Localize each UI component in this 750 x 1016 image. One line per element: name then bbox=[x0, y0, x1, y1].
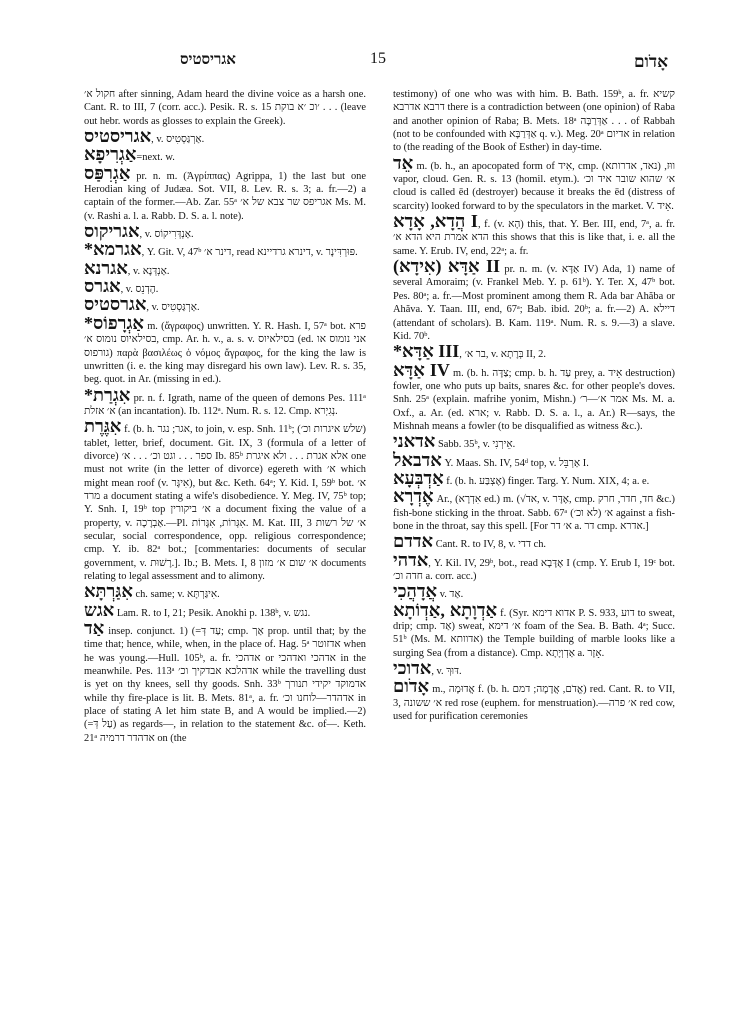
entry-headword: אדוכי bbox=[393, 658, 432, 679]
entry-definition: v. אַד. bbox=[437, 589, 464, 601]
entry-definition: , f. (v. הָא) this, that. Y. Ber. III, end, 7ᵃ, a. fr. הדא אמרת היא הדא א׳ this shows that this is like that, i. e. all the same. Y. Erub. IV, end, 22ᵃ; a. fr. bbox=[393, 219, 675, 257]
dictionary-entry bbox=[84, 257, 366, 278]
entry-headword: אגרס bbox=[84, 276, 121, 297]
dictionary-entry bbox=[84, 312, 366, 387]
dictionary-entry bbox=[84, 583, 366, 601]
entry-definition: , v. דּוּךְ. bbox=[431, 666, 462, 678]
entry-definition: m., אֲדוּמָה f. (b. h. אֱדֹם, אֲדָמָה; דמם) red. Cant. R. to VII, 3, א׳ ששונה red rose (euphem. for menstruation).—א׳ פרה red cow, used for purification ceremonies bbox=[393, 684, 675, 723]
entry-definition: =next. w. bbox=[136, 152, 175, 164]
entry-headword: אֲדָהֲכִי bbox=[393, 581, 438, 602]
entry-headword: אדדם bbox=[393, 531, 434, 552]
entry-definition: , v. אַרְגַּסְטִיס. bbox=[151, 134, 205, 146]
entry-headword: אִגַּרְתָּא bbox=[84, 581, 133, 602]
entry-definition: ch. same; v. אִיגַּרְתָּא. bbox=[132, 589, 220, 601]
dictionary-entry bbox=[393, 467, 675, 488]
entry-definition: חקול א׳ after sinning, Adam heard the divine voice as a harsh one. Cant. R. to III, 7 (corr. acc.). Pesik. R. s. 15 ׳וכ ׳א בוקת . . . (leave out hebr. words as glosses to explain the Greek). bbox=[84, 89, 366, 127]
entry-headword: הֲדָא, אָדָא I bbox=[393, 211, 478, 232]
dictionary-entry bbox=[393, 599, 675, 660]
entry-headword: (אִידָא) אַדָּא II bbox=[393, 256, 500, 277]
dictionary-entry bbox=[393, 213, 675, 258]
entry-definition: f. (b. h. אֶצְבַּע) finger. Targ. Y. Num. XIX, 4; a. e. bbox=[443, 475, 650, 487]
entry-headword: אַדְבְּעָא bbox=[393, 467, 444, 488]
entry-definition: , Y. Git. V, 47ᵇ דינר א׳, read דינרא גרדיינא, v. פּוּרְדִּינָר. bbox=[141, 247, 358, 259]
dictionary-entry bbox=[393, 660, 675, 678]
entry-headword: אגריסטיס bbox=[84, 126, 152, 147]
entry-definition: , בר א׳, v. בְּרָתָא II, 2. bbox=[459, 349, 546, 361]
entry-definition: Lam. R. to I, 21; Pesik. Anokhi p. 138ᵇ, v. נגש. bbox=[114, 607, 311, 619]
entry-headword: *אגרמא bbox=[84, 239, 142, 260]
entry-headword: אגריקוס bbox=[84, 221, 140, 242]
running-head-left: אגריסטיס bbox=[180, 52, 236, 68]
entry-headword: אַגְרִפַּס bbox=[84, 162, 131, 183]
dictionary-entry bbox=[84, 384, 366, 419]
dictionary-entry bbox=[393, 678, 675, 723]
entry-definition: pr. n. m. (Ἀγρίππας) Agrippa, 1) the last but one Herodian king of Judæa. Sot. VII, 8. Lev. R. s. 3; a. fr.—2) a captain of the former.—Ab. Zar. 55ᵃ אגריפס שר צבא של א׳ Ms. M. (v. Rashi a. l. a. Rabb. D. S. a. l. note). bbox=[84, 170, 366, 222]
entry-headword: אגש bbox=[84, 599, 115, 620]
entry-headword: אָדֹום bbox=[393, 676, 430, 697]
entry-headword: אֶדְרָא bbox=[393, 486, 434, 507]
dictionary-entry bbox=[393, 258, 675, 343]
left-column bbox=[84, 88, 366, 1006]
entry-headword: אַדְוָתָא ,אַדְוֹתָא bbox=[393, 599, 498, 620]
dictionary-entry bbox=[393, 533, 675, 551]
dictionary-entry bbox=[393, 88, 675, 155]
entry-definition: Sabb. 35ᵇ, v. אֵירְנִי. bbox=[435, 439, 516, 451]
entry-headword: *אַגְרָפוֹס bbox=[84, 312, 144, 333]
dictionary-entry bbox=[393, 549, 675, 584]
entry-definition: , v. אַנְדְּנָא. bbox=[127, 265, 170, 277]
dictionary-entry bbox=[393, 152, 675, 213]
entry-headword: אַגְרִיפָא bbox=[84, 144, 137, 165]
entry-headword: אדהי bbox=[393, 549, 429, 570]
entry-headword: אדבאל bbox=[393, 449, 442, 470]
dictionary-entry bbox=[84, 88, 366, 128]
dictionary-entry bbox=[393, 488, 675, 533]
entry-headword: אִגֶּרֶת bbox=[84, 416, 122, 437]
entry-definition: , v. אַרְגַּסְטִיס. bbox=[146, 302, 200, 314]
entry-definition: , Y. Kil. IV, 29ᵇ, bot., read אֶדָּבָא I (cmp. Y. Erub I, 19ᶜ bot. חדה וכ׳ a. corr. acc.) bbox=[393, 557, 675, 582]
entry-headword: אֵד bbox=[393, 152, 414, 173]
dictionary-entry bbox=[84, 620, 366, 745]
entry-definition: m. (b. h., an apocopated form of אִיד, cmp. ווּז, (נאד, אדרותא) vapor, cloud. Gen. R. s. 13 (homil. etym.). א׳ שהוא שובר איד וכ׳ cloud is called ēd (destroyer) because it breaks the ēd (distress of scarcity) looked forward to by the speculators in the market. V. אֵיד. bbox=[393, 160, 675, 212]
entry-definition: f. (Syr. אדוא דימא P. S. 933, דוע to sweat, drip; cmp. אַד) sweat, א׳ דימא foam of the Sea. B. Bath. 4ᵃ; Succ. 51ᵇ (Ms. M. אדוותא) the Temple building of marble looks like a surging Sea (from a distance). Cmp. אַדְוְיָתָא a. אָזָר. bbox=[393, 607, 675, 659]
entry-headword: אדאני bbox=[393, 431, 436, 452]
entry-headword: אַדָּא IV bbox=[393, 359, 450, 380]
entry-headword: אַד bbox=[84, 618, 105, 639]
dictionary-entry bbox=[393, 359, 675, 434]
entry-definition: Cant. R. to IV, 8, v. דדי ch. bbox=[433, 539, 547, 551]
entry-definition: Y. Maas. Sh. IV, 54ᵈ top, v. אַרְבֵּל I. bbox=[441, 457, 589, 469]
running-head-right: אָדֹום bbox=[633, 52, 668, 71]
entry-headword: אגרנא bbox=[84, 257, 128, 278]
dictionary-entry bbox=[84, 599, 366, 620]
entry-definition: , v. אַנְדְּרִיקוֹס. bbox=[139, 229, 194, 241]
entry-headword: *אִגְרַת bbox=[84, 384, 131, 405]
page-header bbox=[88, 52, 668, 76]
entry-definition: , v. הֶדְנֵס. bbox=[120, 284, 159, 296]
entry-definition: testimony) of one who was with him. B. Bath. 159ᵇ, a. fr. קשיא דרבא אדרבא there is a contradiction between (one opinion) of Raba and another opinion of Raba; B. Mets. 18ᵃ אַדְּרַבָּה . . . of Rabbah (not to be confounded with אַדְּרַבָּא q. v.). Meg. 20ᵃ אדיום in relation to (the reading of the Book of Esther) in day-time. bbox=[393, 89, 675, 154]
entry-definition: pr. n. m. (v. אַדָּא IV) Ada, 1) name of several Amoraim; (v. Frankel Meb. Y. p. 61ᵇ). Y. Ter. X, 47ᵇ bot. Pes. 80ᵃ; a. fr.—Most prominent among them R. Ada bar Ahăba or Ahăva. Y. Taan. III, end, 67ᵃ; Bab. ibid. 20ᵇ; a. fr.—2) A. דיילא (attendant of scholars). B. Kam. 119ᵃ. Num. R. s. 9.—3) a slave. Kid. 70ᵇ. bbox=[393, 264, 675, 342]
right-column bbox=[393, 88, 675, 1006]
page-number: 15 bbox=[370, 50, 386, 67]
entry-definition: pr. n. f. Igrath, name of the queen of demons Pes. 111ᵃ א׳ אזלת (an incantation). Ib. 112ᵃ. Num. R. s. 12. Cmp. נְגִיְרא. bbox=[84, 392, 366, 417]
entry-definition: m. (ἄγραφος) unwritten. Y. R. Hash. I, 57ᵃ bot. פרא בסילאיוס נומוס א׳, cmp. Ar. h. v., a. s. v. בסילאיוס (ed. אני נומוס או גורפוס) παρὰ βασιλέως ὁ νόμος ἄγραφος, for the king the law is unwritten (i. e. the king may disregard his own law). Lev. R. s. 35, beg. quot. in Ar. (missing in ed.). bbox=[84, 320, 366, 386]
entry-headword: אגרסטיס bbox=[84, 294, 147, 315]
entry-definition: m. (b. h. צַדָּה; cmp. b. h. עַד prey, a. אֵיד destruction) fowler, one who puts up baits, snares &c. for other people's doves. Snh. 25ᵃ (explain. mafrihe yonim, Mishn.) אמר א׳—ר׳ Ms. M. a. Oxf., a. Ar. (ed. ארא; v. Rabb. D. S. a. l., a. Ar.) R—says, the Mishnah means a fowler (to be disqualified as witness &c.). bbox=[393, 367, 675, 432]
dictionary-entry bbox=[84, 418, 366, 583]
entry-definition: insep. conjunct. 1) (=עַד דְּ; cmp. אַך prop. until that; by the time that; hence, while, when, in the place of. Hag. 5ᵃ אדזוטר when he was young.—Hull. 105ᵇ, a. fr. אדהכי or אדהכי ואדהכי in the meanwhile. Pes. 113ᵃ אדהלכא אבדקיך וכ׳ while the travelling dust is yet on thy knees, sell thy goods. Snh. 33ᵇ אדמוקד יקידי תנורך while thy fire-place is lit. B. Mets. 81ᵃ, a. fr. אדהדר—לוחנו וכ׳ in place of stating A let him state B, and A would be implied.—2) (=עַל דְּ) as regards—, in relation to the statement &c. of—. Keth. 21ᵃ אדהדר דרמיה on (the bbox=[84, 626, 366, 744]
dictionary-entry bbox=[84, 162, 366, 223]
entry-definition: Ar., (אִדְרָא ed.) m. (√אד, v. אֶדָּר, cmp. חד, חדר, חרק &c.) fish-bone sticking in the throat. Sabb. 67ᵃ (לא וכ׳) א׳ against a fish-bone in the throat, say this spell. [For א׳ דר a. דר cmp. אדרא.] bbox=[393, 494, 675, 532]
entry-headword: *אַדָּא III bbox=[393, 341, 460, 362]
entry-definition: f. (b. h. אגר; נגר, to join, v. esp. Snh. 11ᵇ; (שלש איגרות וכ׳) tablet, letter, brief, document. Git. IX, 3 (formula of a letter of divorce) ספר . . . וגט וכ׳ . . . א׳ Ib. 85ᵇ אלא אגרת . . . ולא איגרת one must not write (in the letter of divorce) egereth with א׳ which might mean roof (v. אִיגָּר), but &c. Keth. 64ᵃ; Y. Kid. I, 59ᵇ bot. א׳ מרד a document stating a wife's disobedience. Y. Meg. IV, 75ᵇ top; Y. Snh. I, 19ᵇ top א׳ ביקורין a document fixing the value of a property, v. אַבְרָכָה.—Pl. אִגְּרוֹת, אִגָּרוֹת. M. Kat. III, 3 א׳ של רשות secular, social correspondence, opp. religious correspondence; cmp. Y. ib. 82ᵃ bot.; [commentaries: documents of secular government, v. רָשׁוּת.]. Ib.; B. Mets. I, 8 א׳ שום א׳ מזון documents relating to legal assessment and to alimony. bbox=[84, 424, 366, 582]
